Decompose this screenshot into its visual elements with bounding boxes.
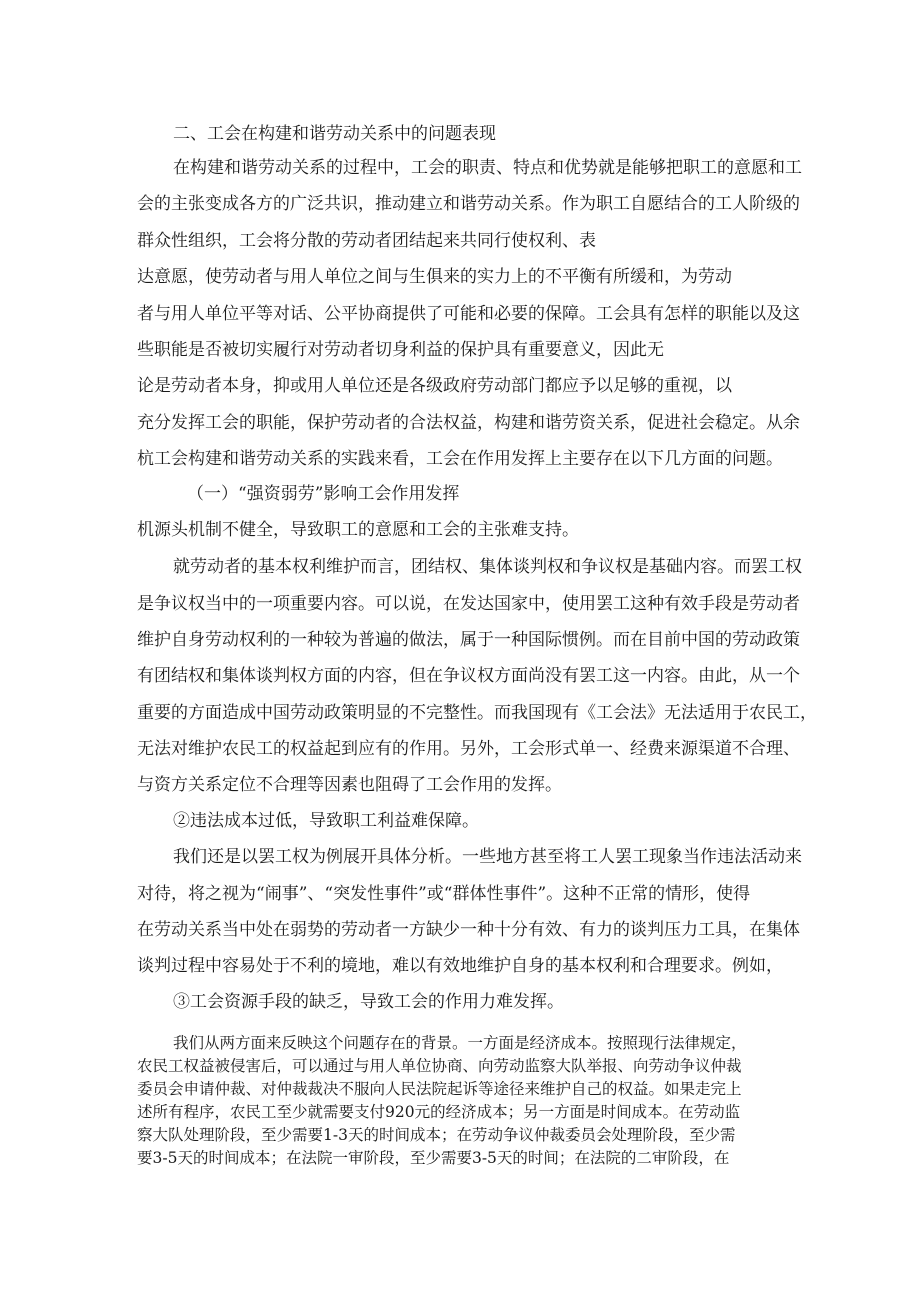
paragraph-4-line-3: 委员会申请仲裁、对仲裁裁决不服向人民法院起诉等途径来维护自己的权益。如果走完上 xyxy=(137,1080,742,1098)
paragraph-2-line-4: 有团结权和集体谈判权方面的内容，但在争议权方面尚没有罢工这一内容。由此，从一个 xyxy=(137,666,800,686)
paragraph-1-line-2: 会的主张变成各方的广泛共识，推动建立和谐劳动关系。作为职工自愿结合的工人阶级的 xyxy=(137,194,800,214)
point-2-heading: ②违法成本过低，导致职工利益难保障。 xyxy=(173,811,479,831)
paragraph-3-line-1: 我们还是以罢工权为例展开具体分析。一些地方甚至将工人罢工现象当作违法活动来 xyxy=(173,847,802,867)
paragraph-2-line-7: 与资方关系定位不合理等因素也阻碍了工会作用的发挥。 xyxy=(137,775,562,795)
paragraph-4-line-4: 述所有程序，农民工至少就需要支付920元的经济成本；另一方面是时间成本。在劳动监 xyxy=(137,1103,741,1121)
paragraph-2-line-1: 就劳动者的基本权利维护而言，团结权、集体谈判权和争议权是基础内容。而罢工权 xyxy=(173,557,802,577)
paragraph-4-line-1: 我们从两方面来反映这个问题存在的背景。一方面是经济成本。按照现行法律规定， xyxy=(173,1034,747,1052)
section-heading: 二、工会在构建和谐劳动关系中的问题表现 xyxy=(173,124,496,144)
point-3-heading: ③工会资源手段的缺乏，导致工会的作用力难发挥。 xyxy=(173,992,564,1012)
subsection-heading: （一）“强资弱劳”影响工会作用发挥 xyxy=(187,484,460,504)
paragraph-1-line-6: 些职能是否被切实履行对劳动者切身利益的保护具有重要意义，因此无 xyxy=(137,340,664,360)
paragraph-4-line-5: 察大队处理阶段，至少需要1-3天的时间成本；在劳动争议仲裁委员会处理阶段，至少需 xyxy=(137,1126,736,1144)
paragraph-1-line-3: 群众性组织，工会将分散的劳动者团结起来共同行使权利、表 xyxy=(137,231,596,251)
paragraph-1-line-8: 充分发挥工会的职能，保护劳动者的合法权益，构建和谐劳资关系，促进社会稳定。从余 xyxy=(137,413,800,433)
paragraph-2-line-5: 重要的方面造成中国劳动政策明显的不完整性。而我国现有《工会法》无法适用于农民工， xyxy=(137,703,817,723)
paragraph-1-line-9: 杭工会构建和谐劳动关系的实践来看，工会在作用发挥上主要存在以下几方面的问题。 xyxy=(137,449,783,469)
paragraph-3-line-2: 对待，将之视为“闹事”、“突发性事件”或“群体性事件”。这种不正常的情形，使得 xyxy=(137,884,751,904)
paragraph-2-line-3: 维护自身劳动权利的一种较为普遍的做法，属于一种国际惯例。而在目前中国的劳动政策 xyxy=(137,630,800,650)
paragraph-1-line-7: 论是劳动者本身，抑或用人单位还是各级政府劳动部门都应予以足够的重视，以 xyxy=(137,376,732,396)
paragraph-3-line-3: 在劳动关系当中处在弱势的劳动者一方缺少一种十分有效、有力的谈判压力工具，在集体 xyxy=(137,920,800,940)
paragraph-1-line-5: 者与用人单位平等对话、公平协商提供了可能和必要的保障。工会具有怎样的职能以及这 xyxy=(137,304,800,324)
paragraph-1-line-1: 在构建和谐劳动关系的过程中，工会的职责、特点和优势就是能够把职工的意愿和工 xyxy=(173,158,802,178)
point-1-heading: 机源头机制不健全，导致职工的意愿和工会的主张难支持。 xyxy=(137,520,579,540)
paragraph-4-line-2: 农民工权益被侵害后，可以通过与用人单位协商、向劳动监察大队举报、向劳动争议仲裁 xyxy=(137,1057,742,1075)
paragraph-4-line-6: 要3-5天的时间成本；在法院一审阶段，至少需要3-5天的时间；在法院的二审阶段，在 xyxy=(137,1149,730,1167)
paragraph-3-line-4: 谈判过程中容易处于不利的境地，难以有效地维护自身的基本权利和合理要求。例如， xyxy=(137,956,783,976)
paragraph-1-line-4: 达意愿，使劳动者与用人单位之间与生俱来的实力上的不平衡有所缓和，为劳动 xyxy=(137,267,732,287)
paragraph-2-line-6: 无法对维护农民工的权益起到应有的作用。另外，工会形式单一、经费来源渠道不合理、 xyxy=(137,739,800,759)
paragraph-2-line-2: 是争议权当中的一项重要内容。可以说，在发达国家中，使用罢工这种有效手段是劳动者 xyxy=(137,594,800,614)
